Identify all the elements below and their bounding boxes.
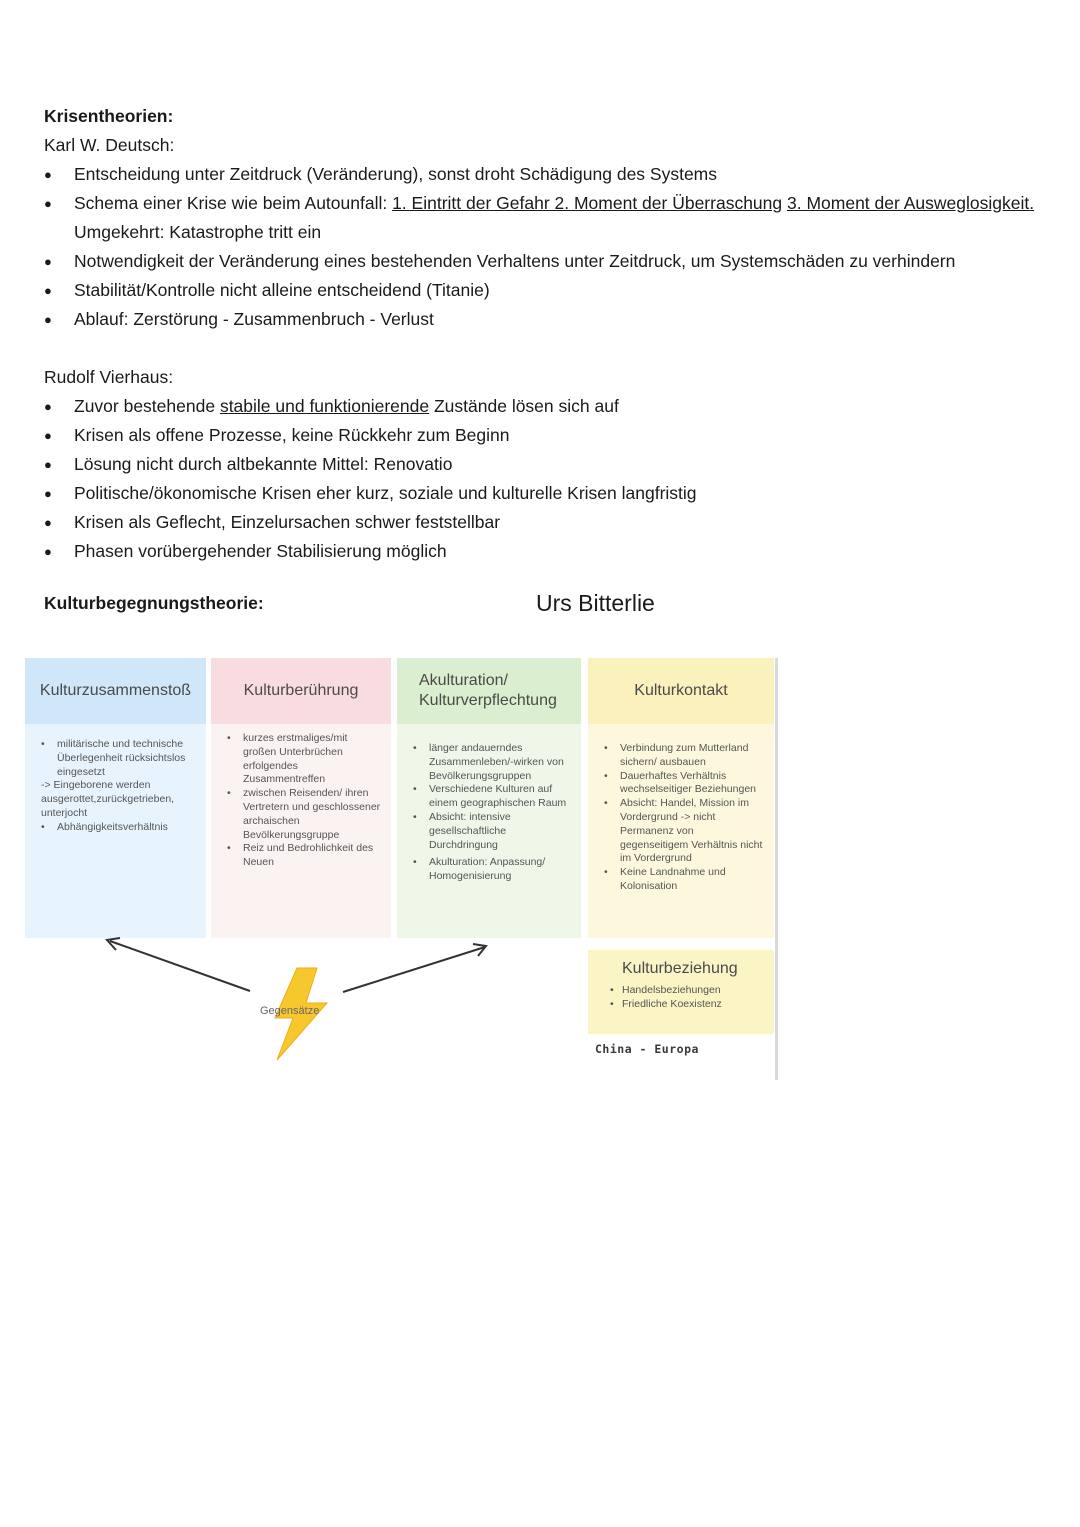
list-item: -> Eingeborene werden ausgerottet,zurückgetrieben, unterjocht — [41, 779, 175, 819]
spacer — [44, 334, 1044, 363]
kulturbegegnung-row — [44, 590, 1044, 623]
deutsch-list — [44, 160, 1044, 334]
list-item: • Abhängigkeitsverhältnis — [41, 821, 196, 835]
header-line: Kulturverpflechtung — [419, 692, 557, 709]
diagram-overlay — [25, 658, 778, 1080]
list-item: • Friedliche Koexistenz — [610, 998, 762, 1012]
list-item: ● Krisen als Geflecht, Einzelursachen schwer feststellbar — [44, 508, 1044, 537]
list-item: ● Politische/ökonomische Krisen eher kurz, soziale und kulturelle Krisen langfristig — [44, 479, 1044, 508]
header-line: Akulturation/ — [419, 672, 508, 689]
text-span: Schema einer Krise wie beim Autounfall: — [74, 193, 393, 213]
list-item: ● Stabilität/Kontrolle nicht alleine entscheidend (Titanie) — [44, 276, 1044, 305]
list-item: • länger andauerndes Zusammenleben/-wirken von Bevölkerungsgruppen — [413, 742, 571, 783]
column-header: Kulturkontakt — [588, 658, 774, 724]
underlined-text: 1. Eintritt der Gefahr 2. Moment der Überraschung — [392, 193, 783, 213]
deutsch-name: Karl W. Deutsch: — [44, 135, 175, 155]
list-item — [44, 392, 1044, 421]
author-label: Urs Bitterlie — [536, 590, 655, 616]
list-item: • Verschiedene Kulturen auf einem geographischen Raum — [413, 783, 571, 811]
list-item: ● Entscheidung unter Zeitdruck (Veränderung), sonst droht Schädigung des Systems — [44, 160, 1044, 189]
gegensaetze-label: Gegensätze — [260, 1005, 320, 1017]
left-arrow — [107, 938, 250, 991]
diagram-border — [775, 658, 778, 1080]
text-span: Zuvor bestehende — [74, 396, 220, 416]
list-item: • kurzes erstmaliges/mit großen Unterbrüchen erfolgendes Zusammentreffen — [227, 732, 381, 787]
kulturbegegnung-heading: Kulturbegegnungstheorie: — [44, 593, 264, 613]
list-item: • Handelsbeziehungen — [610, 984, 762, 998]
list-item: • Dauerhaftes Verhältnis wechselseitiger Beziehungen — [604, 770, 764, 798]
list-item: ● Lösung nicht durch altbekannte Mittel: Renovatio — [44, 450, 1044, 479]
list-item: • militärische und technische Überlegenheit rücksichtslos eingesetzt — [41, 738, 196, 779]
list-item: • Verbindung zum Mutterland sichern/ ausbauen — [604, 742, 764, 770]
list-item: • zwischen Reisenden/ ihren Vertretern und geschlossener archaischen Bevölkerungsgruppe — [227, 787, 381, 842]
list-item: • Keine Landnahme und Kolonisation — [604, 866, 764, 894]
krisentheorien-heading: Krisentheorien: — [44, 106, 174, 126]
column-header: Kulturzusammenstoß — [25, 658, 206, 724]
list-item: • Absicht: Handel, Mission im Vordergrund -> nicht Permanenz von gegenseitigem Verhältnis nicht im Vordergrund — [604, 797, 764, 866]
underlined-text: stabile und funktionierende — [219, 396, 430, 416]
list-item — [44, 189, 1044, 247]
list-item: ● Phasen vorübergehender Stabilisierung möglich — [44, 537, 1044, 566]
kulturbegegnung-diagram — [25, 658, 778, 1080]
left-arrow-line — [110, 941, 250, 991]
vierhaus-name: Rudolf Vierhaus: — [44, 367, 174, 387]
list-item: ● Notwendigkeit der Veränderung eines bestehenden Verhaltens unter Zeitdruck, um Systemschäden zu verhindern — [44, 247, 1044, 276]
list-item: • Akulturation: Anpassung/ Homogenisierung — [413, 856, 571, 884]
list-item: • Absicht: intensive gesellschaftliche Durchdringung — [413, 811, 571, 852]
box-title: Kulturbeziehung — [622, 960, 738, 977]
list-item: ● Ablauf: Zerstörung - Zusammenbruch - Verlust — [44, 305, 1044, 334]
text-span: Umgekehrt: Katastrophe tritt ein — [74, 222, 322, 242]
notes-text — [44, 102, 1044, 566]
list-item: • Reiz und Bedrohlichkeit des Neuen — [227, 842, 381, 870]
list-item: ● Krisen als offene Prozesse, keine Rückkehr zum Beginn — [44, 421, 1044, 450]
underlined-text: 3. Moment der Ausweglosigkeit. — [787, 193, 1035, 213]
vierhaus-list — [44, 392, 1044, 566]
right-arrow-line — [343, 947, 485, 992]
column-header: Kulturberührung — [211, 658, 391, 724]
china-europa-note: China - Europa — [595, 1042, 699, 1056]
text-span: Zustände lösen sich auf — [429, 396, 619, 416]
right-arrow — [343, 944, 486, 992]
